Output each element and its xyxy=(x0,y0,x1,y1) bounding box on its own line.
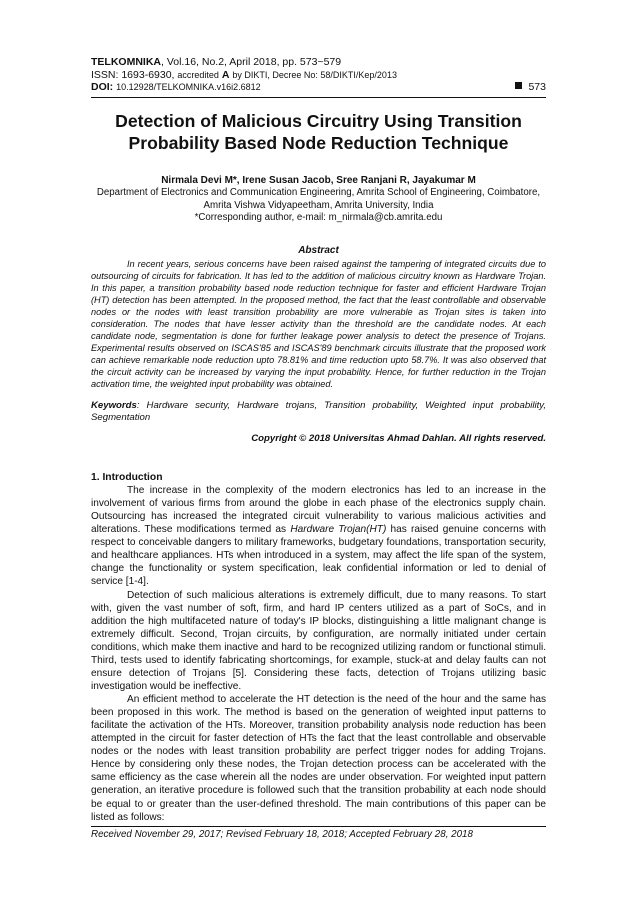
doi-label: DOI: xyxy=(91,81,114,93)
accreditation-decree: by DIKTI, Decree No: 58/DIKTI/Kep/2013 xyxy=(232,69,397,80)
accredited-label: accredited xyxy=(177,69,219,80)
paragraph-1-b: has raised genuine concerns with respect to conceivable dangers to military frameworks, budgetary foundations, transportation security, and healthcare appliances. HTs when introduced in a system, may affect the life span of the system, change the functionality or system specification, leak confidential information or led to denial of service [1-4]. xyxy=(91,524,546,588)
keywords-text: : Hardware security, Hardware trojans, Transition probability, Weighted input probability, Segmentation xyxy=(91,400,546,423)
square-bullet-icon xyxy=(515,82,522,89)
header-rule xyxy=(91,97,546,98)
footer-rule xyxy=(91,826,546,827)
page-number xyxy=(515,81,546,94)
copyright-notice: Copyright © 2018 Universitas Ahmad Dahlan. All rights reserved. xyxy=(251,433,546,444)
accreditation-grade: A xyxy=(221,68,230,81)
paper-title: Detection of Malicious Circuitry Using Transition Probability Based Node Reduction Technique xyxy=(115,111,522,153)
section-heading: 1. Introduction xyxy=(91,472,163,483)
affiliation-line-1: Department of Electronics and Communication Engineering, Amrita School of Engineering, Coimbatore, xyxy=(96,187,541,198)
journal-name: TELKOMNIKA xyxy=(91,56,161,68)
paragraph-1-a: The increase in the complexity of the modern electronics has led to an increase in the involvement of various firms from around the globe in each phase of the electronics supply chain. Outsourcing has increased the integrated circuit vulnerability to various malicious activities and alterations. These modifications termed as xyxy=(91,485,546,536)
author-list: Nirmala Devi M*, Irene Susan Jacob, Sree Ranjani R, Jayakumar M xyxy=(161,175,476,186)
section-body xyxy=(91,484,546,824)
journal-volume: , Vol.16, No.2, April 2018, pp. 573~579 xyxy=(161,56,342,68)
paragraph-1-emphasis: Hardware Trojan(HT) xyxy=(290,524,387,536)
corresponding-author: *Corresponding author, e-mail: m_nirmala@cb.amrita.edu xyxy=(194,212,443,223)
keywords xyxy=(91,400,546,424)
page-number-value: 573 xyxy=(528,81,546,93)
journal-header xyxy=(91,56,546,94)
journal-line xyxy=(91,56,546,69)
issn-line xyxy=(91,69,546,82)
paragraph-3: An efficient method to accelerate the HT detection is the need of the hour and the same has been proposed in this work. The method is based on the generation of weighted input patterns to facilitate the activation of the HTs. Moreover, transition probability analysis node reduction has been attempted in the circuit for faster detection of HTs the fact that the least controllable and observable nodes or the nodes with least transition probability are perfect trigger nodes for adding Trojans. Hence by considering only these nodes, the Trojan detection process can be accelerated with the same efficiency as the case wherein all the nodes are under observation. For weighted input pattern generation, an iterative procedure is followed such that the transition probability at each node should be equal to or greater than the user-defined threshold. The main contributions of this paper can be listed as follows: xyxy=(91,694,546,823)
paragraph-2: Detection of such malicious alterations is extremely difficult, due to many reasons. To start with, given the vast number of soft, firm, and hard IP centers utilized as a part of SoCs, and in addition the high multifaceted nature of today's IP blocks, distinguishing a little malignant change is extremely difficult. Second, Trojan circuits, by configuration, are normally initiated under certain conditions, which make them inactive and hard to be recognized utilizing random or functional stimuli. Third, tests used to identify fabricating shortcomings, for example, stuck-at and delay faults can not ensure detection of Trojans [5]. Considering these facts, detection of Trojans utilizing basic investigation would be ineffective. xyxy=(91,589,546,692)
abstract-text: In recent years, serious concerns have been raised against the tampering of integrated circuits due to outsourcing of circuits for fabrication. It has led to the addition of malicious circuitry known as Hardware Trojan. In this paper, a transition probability based node reduction technique for faster and efficient Hardware Trojan (HT) detection has been attempted. In the proposed method, the fact that the least controllable and observable nodes or the nodes with least transition probability are more vulnerable as Trojan sites is taken into consideration. The nodes that have lesser activity than the threshold are the candidate nodes. At each candidate node, segmentation is done for further leakage power analysis to detect the presence of Trojans. Experimental results observed on ISCAS'85 and ISCAS'89 benchmark circuits illustrate that the proposed work can achieve remarkable node reduction upto 78.81% and time reduction upto 58.7%. It was also observed that the circuit activity can be increased by varying the input probability. Hence, for further reduction in the Trojan activation time, the weighted input probability was obtained. xyxy=(91,259,546,389)
affiliation-line-2: Amrita Vishwa Vidyapeetham, Amrita University, India xyxy=(203,199,434,211)
paragraph-1 xyxy=(91,484,546,589)
abstract-heading: Abstract xyxy=(298,245,339,256)
issn: ISSN: 1693-6930, xyxy=(91,68,175,81)
doi-line xyxy=(91,81,546,94)
submission-dates: Received November 29, 2017; Revised February 18, 2018; Accepted February 28, 2018 xyxy=(91,829,473,840)
doi-value: 10.12928/TELKOMNIKA.v16i2.6812 xyxy=(116,82,261,92)
keywords-label: Keywords xyxy=(91,400,137,411)
affiliation xyxy=(91,187,546,225)
